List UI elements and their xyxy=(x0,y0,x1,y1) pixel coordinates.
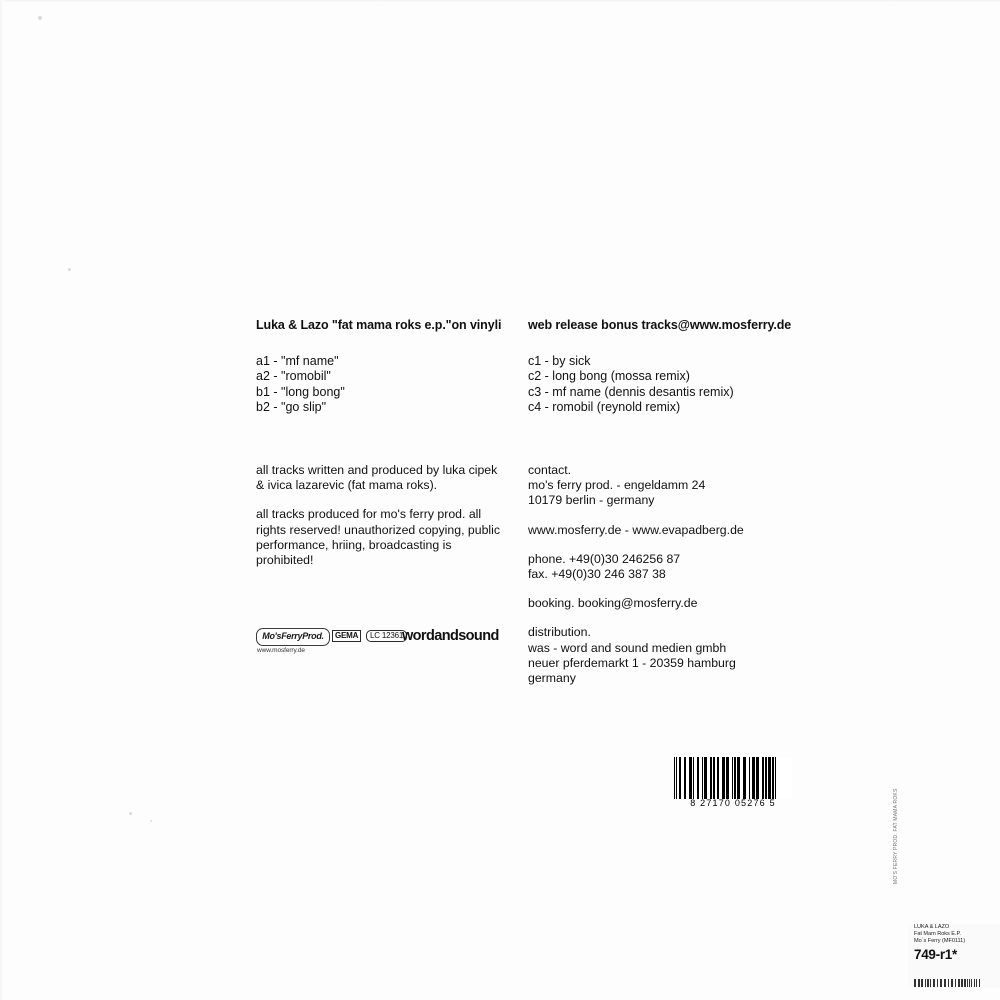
sticker-barcode xyxy=(914,979,994,987)
paper-speck xyxy=(150,820,152,822)
bonus-track-item: c2 - long bong (mossa remix) xyxy=(528,369,690,384)
track-item: b1 - "long bong" xyxy=(256,384,345,399)
ean-barcode xyxy=(674,757,792,807)
sticker-title: Fat Mam Roks E.P. xyxy=(914,931,961,937)
sticker-label: Mo´s Ferry (MF0111) xyxy=(914,938,966,944)
bonus-track-item: c3 - mf name (dennis desantis remix) xyxy=(528,384,734,399)
bonus-track-item: c4 - romobil (reynold remix) xyxy=(528,400,681,415)
credits-written: all tracks written and produced by luka cipek & ivica lazarevic (fat mama roks). xyxy=(256,463,498,493)
barcode-digits: 8 27170 05276 5 xyxy=(690,798,776,808)
distribution-line-3: germany xyxy=(528,671,576,686)
paper-speck xyxy=(38,16,42,20)
spine-side-text: MO'S FERRY PROD. FAT MAMA ROKS xyxy=(893,788,899,884)
contact-block xyxy=(528,463,744,686)
bonus-tracks-header: web release bonus tracks@www.mosferry.de xyxy=(528,318,792,332)
tracklist-column xyxy=(256,318,506,568)
contact-booking: booking. booking@mosferry.de xyxy=(528,596,698,611)
credits-rights: all tracks produced for mo's ferry prod. all rights reserved! unauthorized copying, public performance, hriing, broadcasting is prohibited! xyxy=(256,507,501,568)
distribution-line-1: was - word and sound medien gmbh xyxy=(528,640,727,655)
track-item: a2 - "romobil" xyxy=(256,369,331,384)
sleeve-edge-top xyxy=(0,0,1000,3)
contact-label: contact. xyxy=(528,463,572,477)
paper-speck xyxy=(129,812,132,815)
mosferry-url-label: www.mosferry.de xyxy=(257,647,305,654)
contact-fax: fax. +49(0)30 246 387 38 xyxy=(528,567,666,582)
bonus-track-item: c1 - by sick xyxy=(528,353,591,368)
tracklist-header: Luka & Lazo "fat mama roks e.p."on vinyli xyxy=(256,318,502,332)
paper-speck xyxy=(68,268,71,271)
mosferry-logo: Mo'sFerryProd. xyxy=(256,628,330,646)
logo-row xyxy=(256,628,506,664)
barcode-bars xyxy=(674,757,792,799)
distribution-label: distribution. xyxy=(528,625,591,640)
distribution-line-2: neuer pferdemarkt 1 - 20359 hamburg xyxy=(528,655,736,670)
contact-phone: phone. +49(0)30 246256 87 xyxy=(528,551,681,566)
sleeve-edge-left xyxy=(0,0,4,1000)
bonus-and-contact-column xyxy=(528,318,828,686)
contact-address-line-1: mo's ferry prod. - engeldamm 24 xyxy=(528,478,706,493)
contact-website: www.mosferry.de - www.evapadberg.de xyxy=(528,522,744,537)
track-item: a1 - "mf name" xyxy=(256,353,339,368)
credits-block xyxy=(256,463,506,568)
contact-address-line-2: 10179 berlin - germany xyxy=(528,493,655,508)
track-item: b2 - "go slip" xyxy=(256,400,327,415)
sticker-artist: LUKA & LAZO xyxy=(914,924,950,930)
sticker-code: 749-r1* xyxy=(914,947,957,962)
label-code-logo: LC 12361 xyxy=(366,630,407,642)
retail-sticker xyxy=(908,924,1000,988)
wordandsound-logo: wordandsound xyxy=(402,628,499,644)
gema-logo: GEMA xyxy=(332,630,361,642)
